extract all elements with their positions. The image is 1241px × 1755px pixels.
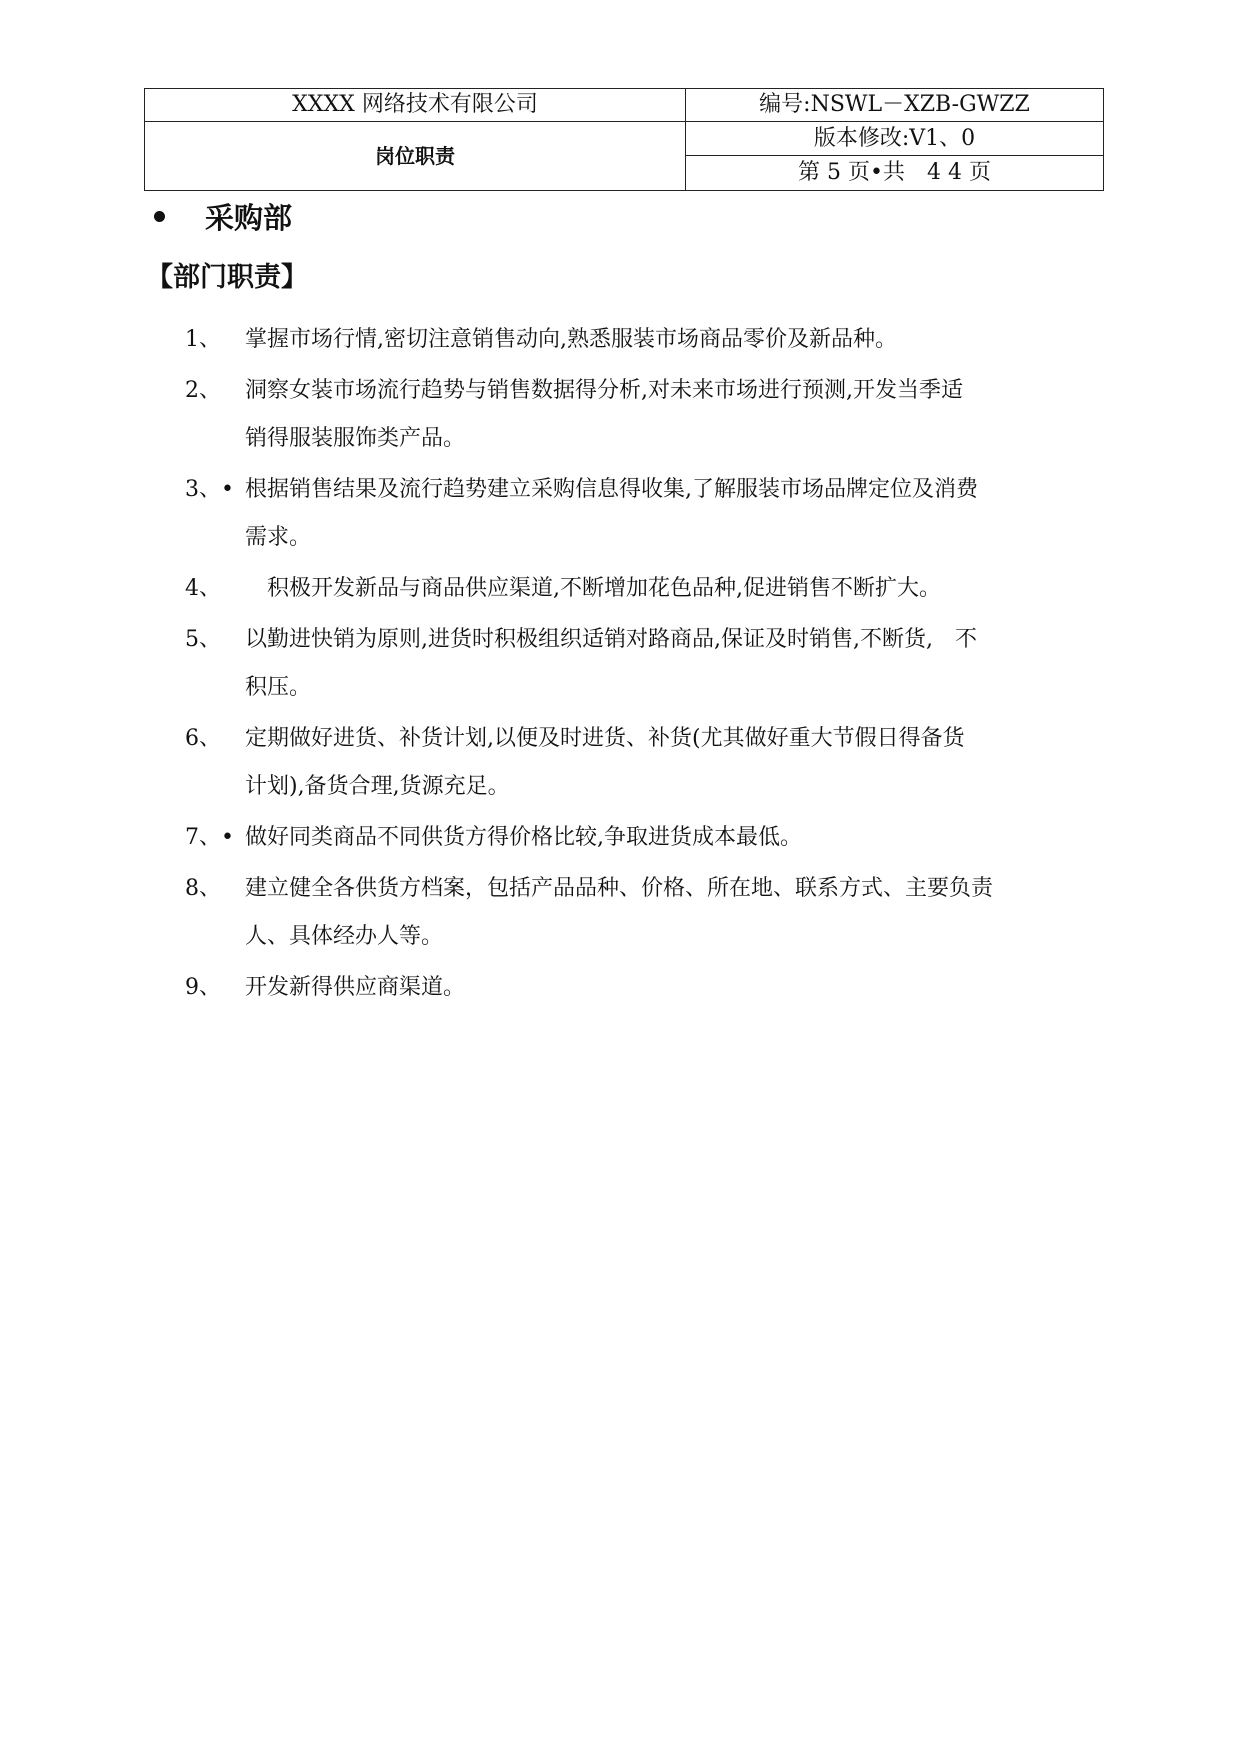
list-item-number: 4、 bbox=[185, 576, 221, 601]
page-number: 第 5 页•共 4 4 页 bbox=[686, 156, 1104, 191]
list-item-text: 定期做好进货、补货计划,以便及时进货、补货(尤其做好重大节假日得备货 bbox=[245, 726, 965, 751]
list-item-text: 销得服装服饰类产品。 bbox=[245, 426, 466, 451]
list-item bbox=[185, 616, 1105, 712]
list-item-number: 1、 bbox=[185, 327, 221, 352]
duty-list bbox=[185, 316, 1105, 1015]
list-item-text: 开发新得供应商渠道。 bbox=[245, 975, 466, 1000]
list-item bbox=[185, 466, 1105, 562]
section-title: 采购部 bbox=[205, 200, 293, 235]
list-item-text: 人、具体经办人等。 bbox=[245, 924, 444, 949]
list-item bbox=[185, 715, 1105, 811]
list-item-number: 6、 bbox=[185, 726, 221, 751]
list-item-number: 2、 bbox=[185, 378, 221, 403]
document-title: 岗位职责 bbox=[145, 122, 686, 191]
list-item-number: 8、 bbox=[185, 876, 221, 901]
company-name: XXXX 网络技术有限公司 bbox=[145, 89, 686, 122]
list-item-text: 积极开发新品与商品供应渠道,不断增加花色品种,促进销售不断扩大。 bbox=[245, 576, 941, 601]
bullet-icon bbox=[154, 211, 165, 222]
list-item-number: 3、• bbox=[185, 477, 234, 502]
list-item-text: 洞察女装市场流行趋势与销售数据得分析,对未来市场进行预测,开发当季适 bbox=[245, 378, 963, 403]
list-item-text: 需求。 bbox=[245, 525, 312, 550]
list-item bbox=[185, 865, 1105, 961]
list-item bbox=[185, 814, 1105, 862]
list-item-number: 9、 bbox=[185, 975, 221, 1000]
list-item-text: 计划),备货合理,货源充足。 bbox=[245, 774, 510, 799]
document-number: 编号:NSWL－XZB-GWZZ bbox=[686, 89, 1104, 122]
list-item-text: 掌握市场行情,密切注意销售动向,熟悉服装市场商品零价及新品种。 bbox=[245, 327, 897, 352]
list-item-text: 建立健全各供货方档案，包括产品品种、价格、所在地、联系方式、主要负责 bbox=[245, 876, 994, 901]
list-item-text: 积压。 bbox=[245, 675, 312, 700]
list-item-text: 根据销售结果及流行趋势建立采购信息得收集,了解服装市场品牌定位及消费 bbox=[245, 477, 978, 502]
list-item bbox=[185, 964, 1105, 1012]
document-header-table bbox=[144, 88, 1104, 191]
list-item-text: 以勤进快销为原则,进货时积极组织适销对路商品,保证及时销售,不断货, 不 bbox=[245, 627, 977, 652]
department-duties-heading: 【部门职责】 bbox=[146, 262, 308, 293]
version-info: 版本修改:V1、0 bbox=[686, 122, 1104, 156]
list-item-number: 7、• bbox=[185, 825, 234, 850]
section-heading bbox=[150, 196, 292, 236]
list-item bbox=[185, 367, 1105, 463]
list-item-text: 做好同类商品不同供货方得价格比较,争取进货成本最低。 bbox=[245, 825, 802, 850]
list-item bbox=[185, 316, 1105, 364]
list-item bbox=[185, 565, 1105, 613]
list-item-number: 5、 bbox=[185, 627, 221, 652]
